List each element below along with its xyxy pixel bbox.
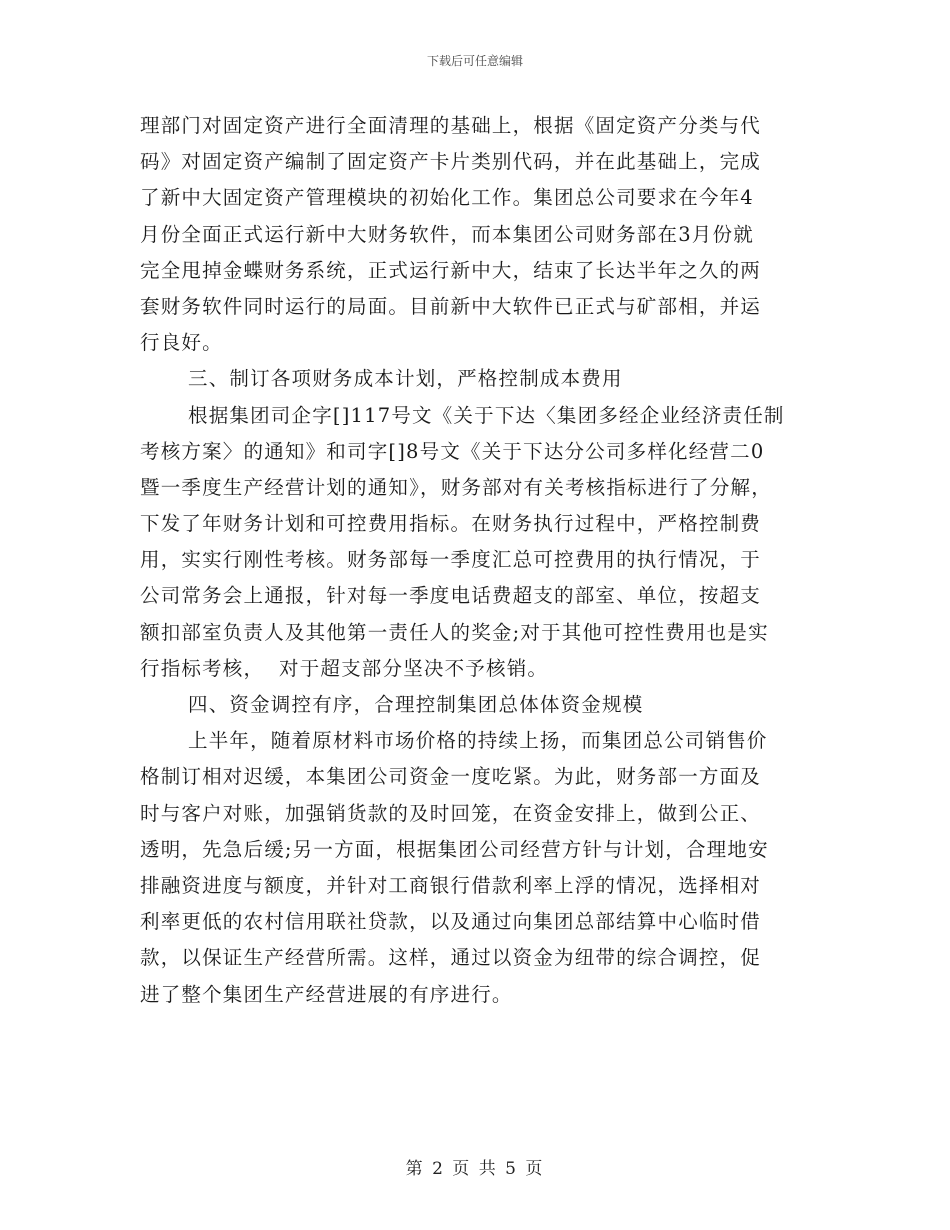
body-line: 暨一季度生产经营计划的通知》，财务部对有关考核指标进行了分解， (140, 475, 772, 499)
section-heading: 四、资金调控有序，合理控制集团总体体资金规模 (188, 693, 644, 716)
body-line: 了新中大固定资产管理模块的初始化工作。集团总公司要求在今年4 (140, 186, 754, 210)
body-line: 款，以保证生产经营所需。这样，通过以资金为纽带的综合调控，促 (140, 946, 762, 970)
body-line: 上半年，随着原材料市场价格的持续上扬，而集团总公司销售价 (188, 729, 768, 753)
body-line: 理部门对固定资产进行全面清理的基础上，根据《固定资产分类与代 (140, 114, 762, 137)
document-body (140, 108, 810, 1013)
body-line: 格制订相对迟缓，本集团公司资金一度吃紧。为此，财务部一方面及 (140, 765, 762, 789)
body-line: 根据集团司企字[]117号文《关于下达〈集团多经企业经济责任制 (188, 403, 785, 427)
body-line: 行指标考核， 对于超支部分坚决不予核销。 (140, 656, 549, 680)
body-line: 考核方案〉的通知》和司字[]8号文《关于下达分公司多样化经营二0 (140, 439, 765, 463)
body-line: 月份全面正式运行新中大财务软件，而本集团公司财务部在3月份就 (140, 222, 754, 246)
body-line: 透明，先急后缓;另一方面，根据集团公司经营方针与计划，合理地安 (140, 837, 769, 861)
page-number-footer: 第 2 页 共 5 页 (405, 1159, 545, 1179)
body-line: 排融资进度与额度，并针对工商银行借款利率上浮的情况，选择相对 (140, 873, 762, 897)
body-line: 时与客户对账，加强销货款的及时回笼，在资金安排上，做到公正、 (140, 801, 762, 825)
body-line: 利率更低的农村信用联社贷款，以及通过向集团总部结算中心临时借 (140, 910, 762, 934)
body-line: 进了整个集团生产经营进展的有序进行。 (140, 982, 513, 1006)
section-heading: 三、制订各项财务成本计划，严格控制成本费用 (188, 367, 623, 391)
body-line: 额扣部室负责人及其他第一责任人的奖金;对于其他可控性费用也是实 (140, 620, 769, 644)
body-line: 下发了年财务计划和可控费用指标。在财务执行过程中，严格控制费 (140, 512, 762, 536)
body-line: 完全甩掉金蝶财务系统，正式运行新中大，结束了长达半年之久的两 (140, 258, 762, 282)
body-line: 套财务软件同时运行的局面。目前新中大软件已正式与矿部相，并运 (140, 294, 762, 318)
header-note: 下载后可任意编辑 (426, 54, 523, 68)
body-line: 行良好。 (140, 331, 223, 355)
body-line: 公司常务会上通报，针对每一季度电话费超支的部室、单位，按超支 (140, 584, 762, 608)
body-line: 码》对固定资产编制了固定资产卡片类别代码，并在此基础上，完成 (140, 150, 762, 174)
body-line: 用，实实行刚性考核。财务部每一季度汇总可控费用的执行情况，于 (140, 548, 762, 572)
